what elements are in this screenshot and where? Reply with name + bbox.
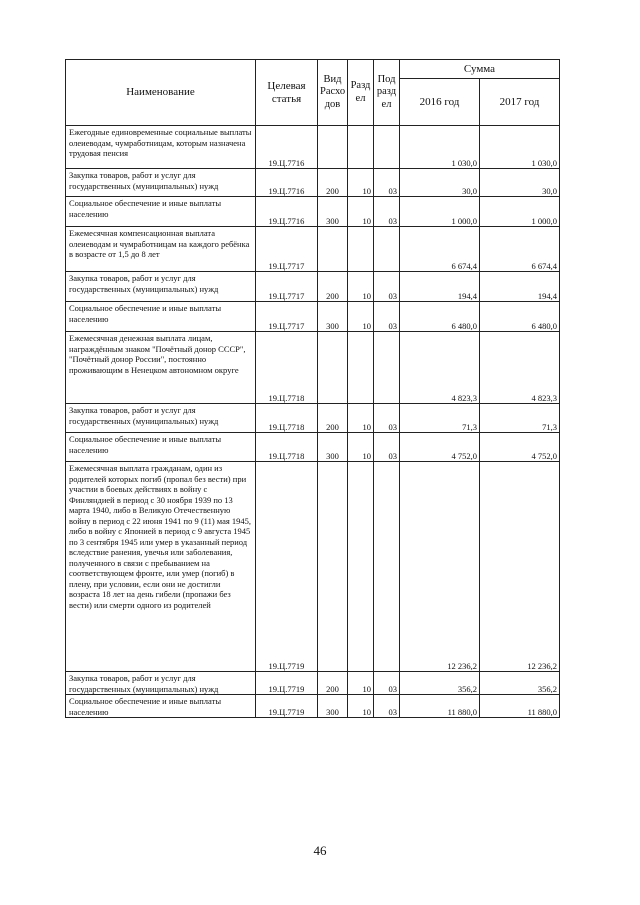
row-name: Закупка товаров, работ и услуг для государственных (муниципальных) нужд	[66, 169, 256, 197]
row-name: Ежемесячная денежная выплата лицам, награждённым знаком "Почётный донор СССР", "Почётный донор России", постоянно проживающим в Ненецком автономном округе	[66, 332, 256, 404]
row-expense-type: 200	[318, 404, 348, 433]
row-name: Закупка товаров, работ и услуг для государственных (муниципальных) нужд	[66, 672, 256, 695]
row-expense-type	[318, 332, 348, 404]
table-row	[66, 302, 560, 332]
row-sum-2017: 11 880,0	[480, 695, 560, 718]
row-expense-type	[318, 462, 348, 672]
row-section: 10	[348, 404, 374, 433]
row-target-article: 19.Ц.7718	[256, 433, 318, 462]
header-year-2017: 2017 год	[480, 79, 560, 126]
row-section: 10	[348, 272, 374, 302]
row-sum-2017: 6 674,4	[480, 227, 560, 272]
row-name: Ежегодные единовременные социальные выплаты олеиеводам, чумработницам, которым назначена трудовая пенсия	[66, 126, 256, 169]
row-name: Социальное обеспечение и иные выплаты населению	[66, 433, 256, 462]
row-sum-2017: 356,2	[480, 672, 560, 695]
row-name: Ежемесячная компенсационная выплата олеиеводам и чумработницам на каждого ребёнка в возрасте от 1,5 до 8 лет	[66, 227, 256, 272]
table-row	[66, 272, 560, 302]
row-sum-2017: 194,4	[480, 272, 560, 302]
row-subsection: 03	[374, 433, 400, 462]
row-target-article: 19.Ц.7719	[256, 672, 318, 695]
row-subsection: 03	[374, 197, 400, 227]
row-sum-2016: 356,2	[400, 672, 480, 695]
row-sum-2016: 4 752,0	[400, 433, 480, 462]
row-name: Закупка товаров, работ и услуг для государственных (муниципальных) нужд	[66, 404, 256, 433]
row-target-article: 19.Ц.7718	[256, 404, 318, 433]
page-number: 46	[313, 843, 327, 858]
row-expense-type: 300	[318, 433, 348, 462]
table-row	[66, 672, 560, 695]
row-target-article: 19.Ц.7718	[256, 332, 318, 404]
table-row	[66, 169, 560, 197]
row-subsection	[374, 462, 400, 672]
row-expense-type: 200	[318, 672, 348, 695]
row-target-article: 19.Ц.7717	[256, 302, 318, 332]
row-sum-2016: 71,3	[400, 404, 480, 433]
header-expense-type: Вид Расхо дов	[318, 60, 348, 126]
header-year-2016: 2016 год	[400, 79, 480, 126]
row-expense-type: 300	[318, 302, 348, 332]
row-name: Закупка товаров, работ и услуг для государственных (муниципальных) нужд	[66, 272, 256, 302]
row-sum-2016: 4 823,3	[400, 332, 480, 404]
row-subsection: 03	[374, 272, 400, 302]
row-section	[348, 227, 374, 272]
row-section: 10	[348, 169, 374, 197]
budget-table	[65, 59, 560, 718]
row-subsection	[374, 126, 400, 169]
row-expense-type: 200	[318, 169, 348, 197]
row-target-article: 19.Ц.7717	[256, 272, 318, 302]
row-sum-2017: 1 000,0	[480, 197, 560, 227]
row-sum-2016: 1 030,0	[400, 126, 480, 169]
row-sum-2016: 6 480,0	[400, 302, 480, 332]
table-row	[66, 695, 560, 718]
row-expense-type	[318, 227, 348, 272]
row-name: Социальное обеспечение и иные выплаты населению	[66, 695, 256, 718]
row-expense-type: 300	[318, 197, 348, 227]
row-target-article: 19.Ц.7716	[256, 126, 318, 169]
row-subsection: 03	[374, 169, 400, 197]
row-subsection	[374, 227, 400, 272]
row-sum-2016: 194,4	[400, 272, 480, 302]
row-expense-type: 300	[318, 695, 348, 718]
row-name: Ежемесячная выплата гражданам, один из родителей которых погиб (пропал без вести) при участии в боевых действиях в войну с Финляндией в период с 30 ноября 1939 по 13 марта 1940, либо в Великую Отечественную войну в период с 22 июня 1941 по 9 (11) мая 1945, либо в войну с Японией в период с 9 августа 1945 по 3 сентября 1945 или умер в указанный период вследствие ранения, увечья или заболевания, полученного в связи с пребыванием на соответствующем фронте, или умер (погиб) в плену, при условии, если они не достигли возраста 18 лет на день гибели (пропажи без вести) или смерти одного из родителей	[66, 462, 256, 672]
row-sum-2016: 1 000,0	[400, 197, 480, 227]
row-sum-2017: 1 030,0	[480, 126, 560, 169]
row-section: 10	[348, 433, 374, 462]
table-body	[66, 126, 560, 718]
row-target-article: 19.Ц.7719	[256, 462, 318, 672]
row-subsection: 03	[374, 302, 400, 332]
header-sum: Сумма	[400, 60, 560, 79]
row-target-article: 19.Ц.7716	[256, 197, 318, 227]
row-section	[348, 332, 374, 404]
row-section: 10	[348, 302, 374, 332]
row-target-article: 19.Ц.7719	[256, 695, 318, 718]
row-sum-2016: 6 674,4	[400, 227, 480, 272]
table-row	[66, 197, 560, 227]
table-header	[66, 60, 560, 126]
row-subsection: 03	[374, 695, 400, 718]
row-section	[348, 462, 374, 672]
row-section	[348, 126, 374, 169]
row-sum-2016: 30,0	[400, 169, 480, 197]
table-row	[66, 332, 560, 404]
table-row	[66, 227, 560, 272]
row-section: 10	[348, 197, 374, 227]
row-target-article: 19.Ц.7716	[256, 169, 318, 197]
header-target-article: Целевая статья	[256, 60, 318, 126]
row-subsection	[374, 332, 400, 404]
table-row	[66, 126, 560, 169]
row-sum-2017: 4 752,0	[480, 433, 560, 462]
row-sum-2016: 11 880,0	[400, 695, 480, 718]
row-sum-2017: 30,0	[480, 169, 560, 197]
row-section: 10	[348, 672, 374, 695]
row-sum-2017: 12 236,2	[480, 462, 560, 672]
header-name: Наименование	[66, 60, 256, 126]
header-subsection: Под разд ел	[374, 60, 400, 126]
row-section: 10	[348, 695, 374, 718]
row-sum-2017: 6 480,0	[480, 302, 560, 332]
row-name: Социальное обеспечение и иные выплаты населению	[66, 302, 256, 332]
row-subsection: 03	[374, 672, 400, 695]
header-section: Разд ел	[348, 60, 374, 126]
row-sum-2017: 4 823,3	[480, 332, 560, 404]
row-expense-type	[318, 126, 348, 169]
row-expense-type: 200	[318, 272, 348, 302]
row-target-article: 19.Ц.7717	[256, 227, 318, 272]
row-name: Социальное обеспечение и иные выплаты населению	[66, 197, 256, 227]
table-row	[66, 404, 560, 433]
row-sum-2016: 12 236,2	[400, 462, 480, 672]
table-row	[66, 433, 560, 462]
row-subsection: 03	[374, 404, 400, 433]
table-row	[66, 462, 560, 672]
row-sum-2017: 71,3	[480, 404, 560, 433]
